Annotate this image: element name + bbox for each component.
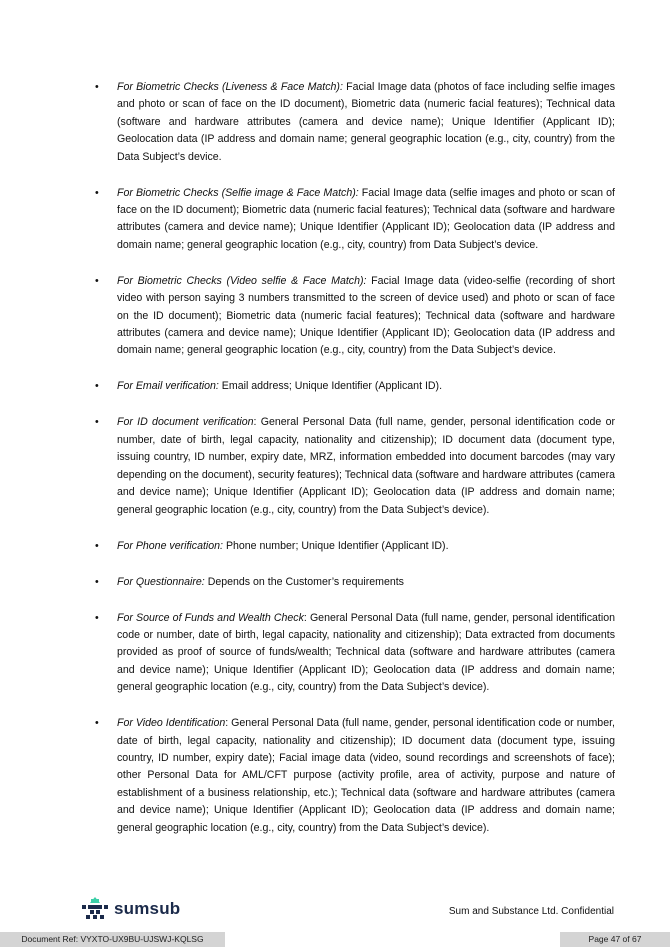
item-body: Facial Image data (photos of face including selfie images and photo or scan of face on the ID document), Biometric data (numeric facial features); Technical data (software and hardware attributes (camera and device name); Unique Identifier (Applicant ID); Geolocation data (IP address and domain name; general geographic location (e.g., city, country) from the Data Subject’s device. — [117, 81, 615, 163]
list-item — [86, 610, 615, 697]
confidential-label: Sum and Substance Ltd. Confidential — [448, 906, 614, 917]
page-number: Page 47 of 67 — [560, 932, 670, 947]
sumsub-logo-icon — [80, 896, 110, 922]
item-title: For Video Identification — [117, 717, 226, 730]
item-title: For Email verification: — [117, 380, 219, 393]
logo-wordmark: sumsub — [114, 899, 181, 918]
bullet-icon: • — [95, 186, 99, 199]
item-body: Facial Image data (video-selfie (recording of short video with person saying 3 numbers transmitted to the screen of device used) and photo or scan of face on the ID document); Biometric data (numeric facial features); Technical data (software and hardware attributes (camera and device name); Unique Identifier (Applicant ID); Geolocation data (IP address and domain name; general geographic location (e.g., city, country) from the Data Subject’s device. — [117, 274, 615, 357]
item-body: : General Personal Data (full name, gender, personal identification code or number, date of birth, legal capacity, nationality and citizenship); Data extracted from documents provided as proof of source of funds/wealth; Technical data (software and hardware attributes (camera and device name); Unique Identifier (Applicant ID); Geolocation data (IP address and domain name; general geographic location (e.g., city, country) from the Data Subject’s device). — [117, 611, 615, 694]
list-item — [86, 185, 615, 255]
item-title: For Questionnaire: — [117, 575, 205, 588]
item-title: For Source of Funds and Wealth Check — [117, 611, 304, 624]
list-item — [86, 538, 615, 555]
bullet-icon: • — [95, 81, 99, 93]
sumsub-logo — [80, 896, 180, 922]
item-body: Phone number; Unique Identifier (Applicant ID). — [223, 539, 449, 552]
bullet-icon: • — [95, 575, 99, 588]
item-body: Facial Image data (selfie images and photo or scan of face on the ID document); Biometric data (numeric facial features); Technical data (software and hardware attributes (camera and device name); Unique Identifier (Applicant ID); Geolocation data (IP address and domain name; general geographic location (e.g., city, country) from Data Subject’s device. — [117, 186, 615, 251]
list-item — [86, 414, 615, 518]
data-categories-list — [86, 79, 615, 856]
document-ref: Document Ref: VYXTO-UX9BU-UJSWJ-KQLSG — [0, 932, 225, 947]
item-title: For Biometric Checks (Selfie image & Face Match): — [117, 186, 359, 199]
item-title: For Biometric Checks (Video selfie & Face Match): — [117, 274, 367, 287]
list-item — [86, 378, 615, 395]
item-body: Email address; Unique Identifier (Applicant ID). — [218, 380, 443, 393]
bullet-icon: • — [95, 380, 99, 393]
list-item — [86, 273, 615, 360]
bullet-icon: • — [95, 717, 99, 730]
item-body: Depends on the Customer’s requirements — [204, 575, 404, 588]
item-title: For ID document verification — [117, 416, 254, 429]
list-item — [86, 715, 615, 837]
item-body: : General Personal Data (full name, gender, personal identification code or number, date of birth, legal capacity, nationality and citizenship); ID document data (document type, issuing country, ID number, expiry date); Facial image data (video, sound recordings and screenshots of face); other Personal Data for AML/CFT purpose (activity profile, area of activity, purpose and nature of establishment of a business relationship, etc.); Technical data (software and hardware attributes (camera and device name); Unique Identifier (Applicant ID); Geolocation data (IP address and domain name; general geographic location (e.g., city, country) from the Data Subject’s device). — [117, 717, 615, 834]
item-title: For Phone verification: — [117, 539, 223, 552]
item-body: : General Personal Data (full name, gender, personal identification code or number, date of birth, legal capacity, nationality and citizenship); ID document data (document type, issuing country, ID number, expiry date, MRZ, information embedded into document barcodes (may vary depending on the document), security features); Technical data (software and hardware attributes (camera and device name); Unique Identifier (Applicant ID); Geolocation data (IP address and domain name; general geographic location (e.g., city, country) from the Data Subject’s device). — [117, 416, 615, 516]
bullet-icon: • — [95, 416, 99, 429]
bullet-icon: • — [95, 539, 99, 552]
item-title: For Biometric Checks (Liveness & Face Match): — [117, 81, 343, 93]
list-item — [86, 574, 615, 591]
bullet-icon: • — [95, 274, 99, 287]
bullet-icon: • — [95, 611, 99, 624]
list-item — [86, 79, 615, 166]
